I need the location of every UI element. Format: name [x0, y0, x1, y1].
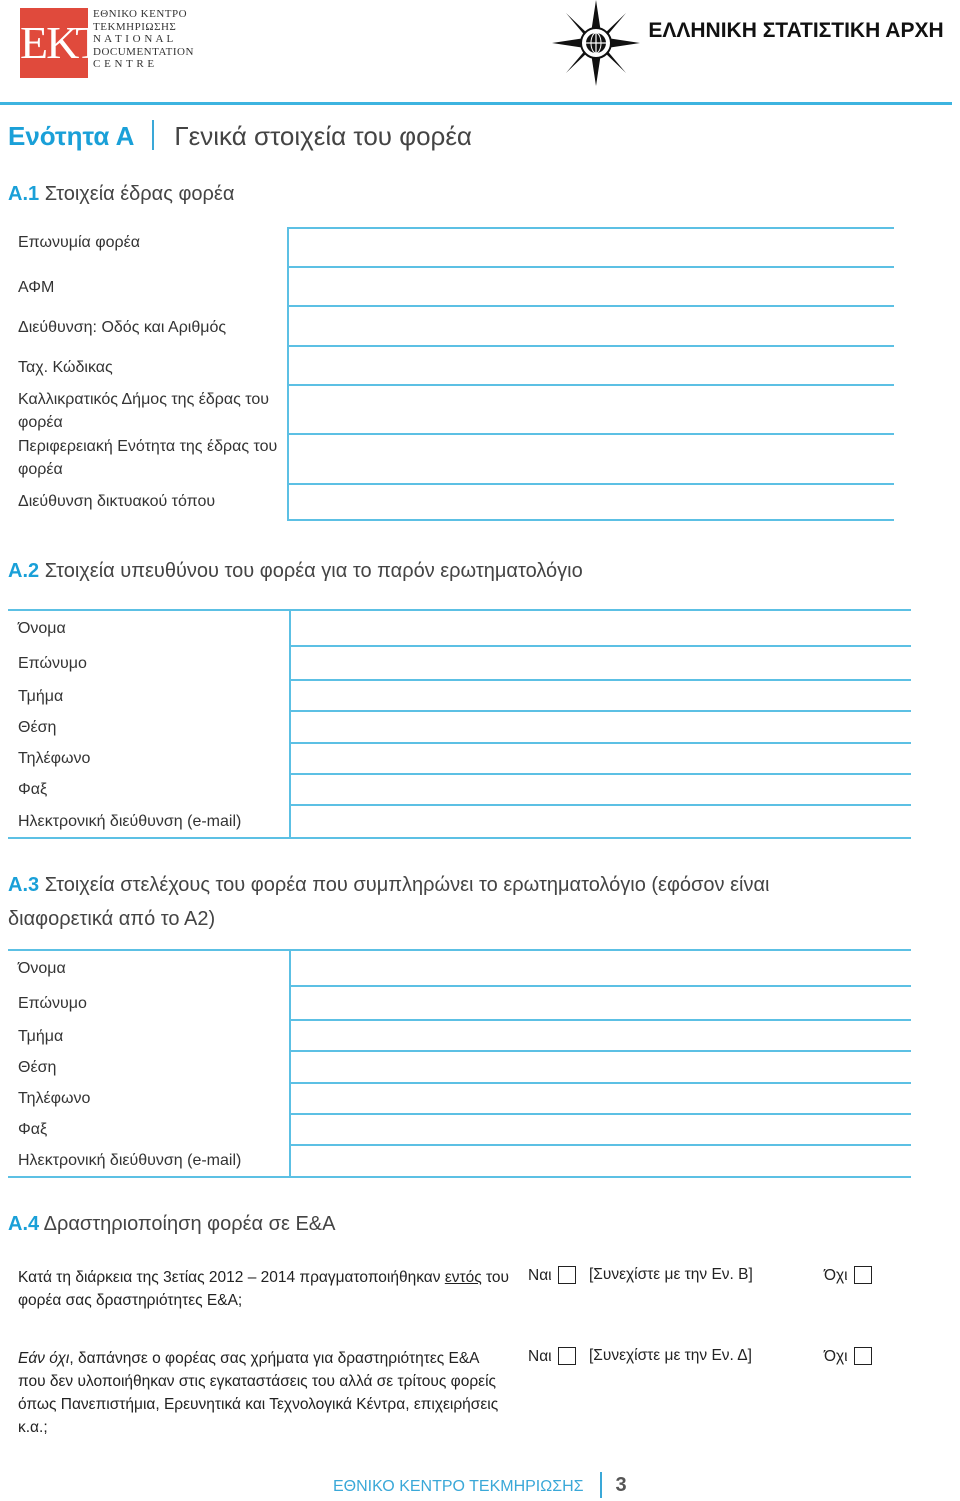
option-note-q2: [Συνεχίστε με την Εν. Δ] — [589, 1347, 752, 1364]
ekt-logo-text — [93, 8, 193, 71]
field-label-department: Τμήμα — [18, 1028, 64, 1045]
option-no-q2[interactable] — [824, 1347, 872, 1366]
no-checkbox[interactable] — [854, 1266, 872, 1284]
question-text: Κατά τη διάρκεια της 3ετίας 2012 – 2014 πραγματοποιήθηκαν — [18, 1269, 445, 1286]
no-checkbox[interactable] — [854, 1347, 872, 1365]
ekt-logo-line: ΕΘΝΙΚΟ ΚΕΝΤΡΟ — [93, 8, 188, 20]
yes-checkbox[interactable] — [558, 1347, 576, 1365]
subsection-title: Δραστηριοποίηση φορέα σε Ε&Α — [43, 1213, 336, 1235]
a1-entry-area[interactable] — [290, 229, 894, 519]
field-label-department: Τμήμα — [18, 688, 64, 705]
subsection-code: Α.3 — [8, 874, 40, 896]
question-in-house-rnd — [18, 1266, 518, 1312]
question-text: του φορέα σας δραστηριότητες Ε&Α; — [18, 1269, 509, 1309]
subsection-heading-a2 — [8, 560, 583, 583]
option-yes-q1[interactable] — [528, 1266, 576, 1285]
field-label-phone: Τηλέφωνο — [18, 750, 91, 767]
field-label-email: Ηλεκτρονική διεύθυνση (e-mail) — [18, 813, 242, 830]
footer-org: ΕΘΝΙΚΟ ΚΕΝΤΡΟ ΤΕΚΜΗΡΙΩΣΗΣ — [333, 1478, 584, 1495]
organization-name: ΕΛΛΗΝΙΚΗ ΣΤΑΤΙΣΤΙΚΗ ΑΡΧΗ — [648, 19, 944, 42]
section-title: Γενικά στοιχεία του φορέα — [174, 121, 472, 151]
ekt-logo-line: ΤΕΚΜΗΡΙΩΣΗΣ — [93, 20, 177, 33]
a3-entry-area[interactable] — [292, 952, 911, 1175]
field-divider — [8, 1176, 911, 1178]
field-divider — [8, 949, 911, 951]
field-divider — [8, 609, 911, 611]
field-label-email: Ηλεκτρονική διεύθυνση (e-mail) — [18, 1152, 242, 1169]
field-label-address: Διεύθυνση: Οδός και Αριθμός — [18, 319, 227, 336]
subsection-code: Α.1 — [8, 183, 40, 205]
question-text: , δαπάνησε ο φορέας σας χρήματα για δραστηριότητες Ε&Α που δεν υλοποιήθηκαν στις εγκαταστάσεις του αλλά σε τρίτους φορείς όπως Πανεπιστήμια, Ερευνητικά και Τεχνολογικά Κέντρα, επιχειρήσεις κ.α.; — [18, 1350, 499, 1436]
option-note-q1: [Συνεχίστε με την Εν. Β] — [589, 1266, 753, 1283]
subsection-heading-a1 — [8, 183, 234, 206]
field-label-first-name: Όνομα — [18, 620, 66, 637]
field-label-surname: Επώνυμο — [18, 995, 87, 1012]
header-divider — [0, 102, 952, 105]
field-label-surname: Επώνυμο — [18, 655, 87, 672]
subsection-title: Στοιχεία έδρας φορέα — [44, 183, 235, 205]
yes-checkbox[interactable] — [558, 1266, 576, 1284]
page-footer — [333, 1472, 627, 1498]
ekt-logo-line: N A T I O N A L — [93, 33, 174, 45]
option-label: Ναι — [528, 1348, 552, 1365]
subsection-title-continued: διαφορετικά από το Α2) — [8, 908, 216, 930]
subsection-code: Α.2 — [8, 560, 40, 582]
option-label: Όχι — [824, 1348, 848, 1365]
question-emphasis: εντός — [444, 1269, 482, 1286]
footer-separator — [600, 1472, 602, 1498]
question-emphasis: Εάν όχι — [18, 1350, 70, 1367]
field-label-position: Θέση — [18, 719, 57, 736]
field-label-afm: ΑΦΜ — [18, 279, 55, 296]
subsection-heading-a3 — [8, 874, 769, 897]
subsection-title: Στοιχεία υπευθύνου του φορέα για το παρόν ερωτηματολόγιο — [44, 560, 583, 582]
subsection-title: Στοιχεία στελέχους του φορέα που συμπληρώνει το ερωτηματολόγιο (εφόσον είναι — [44, 874, 770, 896]
option-no-q1[interactable] — [824, 1266, 872, 1285]
section-label: Ενότητα Α — [8, 121, 135, 151]
subsection-code: Α.4 — [8, 1213, 40, 1235]
field-label-name: Επωνυμία φορέα — [18, 234, 140, 251]
a2-entry-area[interactable] — [292, 612, 911, 836]
ekt-logo-mark: ΕΚΤ — [20, 8, 88, 78]
ekt-logo-line: C E N T R E — [93, 58, 155, 70]
section-separator — [152, 120, 154, 150]
option-label: Όχι — [824, 1267, 848, 1284]
field-divider — [288, 519, 894, 521]
page-number: 3 — [615, 1474, 627, 1496]
section-heading — [8, 120, 472, 152]
compass-emblem-icon — [552, 0, 640, 86]
field-label-municipality: Καλλικρατικός Δήμος της έδρας του φορέα — [18, 391, 270, 431]
option-label: Ναι — [528, 1267, 552, 1284]
field-label-website: Διεύθυνση δικτυακού τόπου — [18, 493, 216, 510]
field-label-phone: Τηλέφωνο — [18, 1090, 91, 1107]
field-label-postcode: Ταχ. Κώδικας — [18, 359, 113, 376]
subsection-heading-a4 — [8, 1213, 335, 1236]
field-label-regional-unit: Περιφερειακή Ενότητα της έδρας του φορέα — [18, 438, 278, 478]
option-yes-q2[interactable] — [528, 1347, 576, 1366]
field-column-divider — [287, 227, 289, 521]
ekt-logo-line: DOCUMENTATION — [93, 45, 194, 58]
field-label-position: Θέση — [18, 1059, 57, 1076]
field-label-fax: Φαξ — [18, 1121, 48, 1138]
field-divider — [8, 837, 911, 839]
field-label-first-name: Όνομα — [18, 960, 66, 977]
field-label-fax: Φαξ — [18, 781, 48, 798]
question-external-rnd — [18, 1347, 508, 1439]
